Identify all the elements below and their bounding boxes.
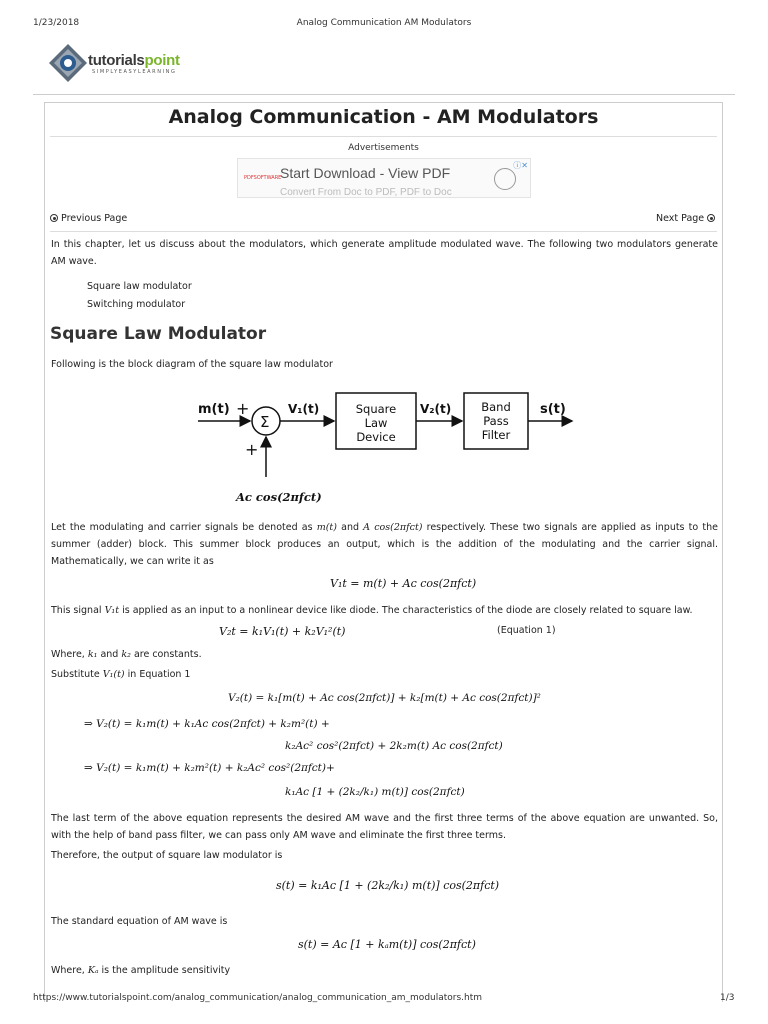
math-inline: V₁(t) [102, 669, 125, 680]
block-diagram [190, 385, 590, 510]
equation-grouped-2: k₁Aᴄ [1 + (2k₂/k₁) m(t)] cos(2πfᴄt) [285, 786, 465, 798]
text-run: Substitute [51, 669, 103, 680]
text-run: in Equation 1 [124, 669, 191, 680]
ad-arrow-icon[interactable] [494, 168, 516, 190]
input-label: m(t) [198, 402, 230, 417]
text-run: is applied as an input to a nonlinear device like diode. The characteristics of the diode are closely related to square law. [119, 605, 693, 616]
next-page-link[interactable] [656, 213, 715, 224]
text-run: Where, [51, 965, 88, 976]
paragraph-nonlinear [51, 602, 718, 619]
page-number: 1/3 [720, 993, 735, 1003]
paragraph-signals [51, 519, 718, 570]
header-divider [33, 94, 735, 95]
equation-expanded-1: ⇒ V₂(t) = k₁m(t) + k₁Aᴄ cos(2πfᴄt) + k₂m²(t) + [84, 718, 330, 730]
equation-expanded-2: k₂Aᴄ² cos²(2πfᴄt) + 2k₂m(t) Aᴄ cos(2πfᴄt) [285, 740, 503, 752]
equation-grouped-1: ⇒ V₂(t) = k₁m(t) + k₂m²(t) + k₂Aᴄ² cos²(2πfᴄt)+ [84, 762, 335, 774]
math-inline: k₂ [121, 649, 131, 660]
equation-v1: V₁t = m(t) + Aᴄ cos(2πfᴄt) [330, 577, 477, 590]
output-label: s(t) [540, 402, 566, 417]
math-inline: k₁ [87, 649, 98, 660]
page-title: Analog Communication - AM Modulators [168, 106, 599, 128]
sigma-symbol: Σ [260, 413, 270, 431]
v2-label: V₂(t) [420, 402, 452, 416]
diagram-intro: Following is the block diagram of the square law modulator [51, 359, 333, 370]
ads-label: Advertisements [348, 143, 419, 153]
text-run: and [97, 649, 122, 660]
section-title: Square Law Modulator [50, 324, 267, 344]
previous-arrow-icon [50, 214, 58, 222]
title-divider [50, 136, 717, 137]
list-item: Square law modulator [87, 281, 192, 292]
nav-divider [50, 231, 717, 232]
block2-line: Band [481, 400, 511, 414]
math-inline: Kₐ [87, 965, 99, 976]
equation-standard-am: s(t) = Aᴄ [1 + kₐm(t)] cos(2πfᴄt) [298, 938, 476, 951]
page-url[interactable]: https://www.tutorialspoint.com/analog_communication/analog_communication_am_modulators.htm [33, 993, 483, 1003]
text-run: are constants. [130, 649, 202, 660]
print-date: 1/23/2018 [33, 18, 80, 28]
logo-wordmark [88, 52, 180, 69]
ad-banner[interactable] [237, 158, 531, 198]
site-logo[interactable] [46, 40, 246, 90]
text-run: Let the modulating and carrier signals be denoted as [51, 522, 317, 533]
next-arrow-icon [707, 214, 715, 222]
text-run: respectively. These two signals are applied as inputs to the summer (adder) block. This summer block produces an output, which is the addition of the modulating and the carrier signal. Mathematically, we can write it as [51, 522, 718, 567]
v1-label: V₁(t) [288, 402, 320, 416]
math-inline: m(t) [316, 522, 337, 533]
ad-headline[interactable]: Start Download - View PDF [280, 165, 451, 181]
print-header [0, 18, 768, 32]
equation-substituted: V₂(t) = k₁[m(t) + Aᴄ cos(2πfᴄt)] + k₂[m(t) + Aᴄ cos(2πfᴄt)]² [228, 692, 541, 704]
equation-output: s(t) = k₁Aᴄ [1 + (2k₂/k₁) m(t)] cos(2πfᴄt) [276, 879, 500, 892]
equation-1-label: (Equation 1) [497, 625, 556, 636]
math-inline: V₁t [104, 605, 120, 616]
block2-line: Pass [483, 414, 509, 428]
equation-1: V₂t = k₁V₁(t) + k₂V₁²(t) [219, 625, 346, 638]
logo-name-accent: point [144, 52, 180, 69]
math-inline: A cos(2πfᴄt) [363, 522, 423, 533]
logo-name: tutorials [88, 52, 145, 69]
intro-paragraph: In this chapter, let us discuss about the modulators, which generate amplitude modulated wave. The following two modulators generate AM wave. [51, 239, 718, 267]
text-run: This signal [51, 605, 105, 616]
ad-close-icon[interactable]: ⓘ✕ [513, 161, 528, 170]
block2-line: Filter [481, 428, 511, 442]
paragraph-output: Therefore, the output of square law modulator is [51, 850, 283, 861]
previous-page-link[interactable] [50, 213, 127, 224]
list-item: Switching modulator [87, 299, 186, 310]
where-sensitivity [51, 962, 718, 979]
previous-page-label: Previous Page [61, 213, 128, 224]
block1-line: Law [364, 416, 388, 430]
ad-subline: Convert From Doc to PDF, PDF to Doc [280, 187, 452, 198]
text-run: Where, [51, 649, 88, 660]
where-constants [51, 646, 718, 663]
block1-line: Device [356, 430, 396, 444]
paragraph-bandpass: The last term of the above equation represents the desired AM wave and the first three terms of the above equation are unwanted. So, with the help of band pass filter, we can pass only AM wave and eliminate the first three terms. [51, 813, 718, 841]
logo-emblem-icon [46, 42, 90, 86]
ad-brand: PDFSOFTWARE [244, 175, 282, 181]
print-title: Analog Communication AM Modulators [296, 18, 472, 28]
carrier-label: Aᴄ cos(2πfᴄt) [236, 490, 322, 504]
paragraph-standard: The standard equation of AM wave is [51, 916, 228, 927]
plus-bottom: + [245, 440, 259, 459]
next-page-label: Next Page [656, 213, 705, 224]
text-run: and [336, 522, 364, 533]
block1-line: Square [355, 402, 397, 416]
logo-tagline: SIMPLYEASYLEARNING [92, 69, 177, 75]
text-run: is the amplitude sensitivity [98, 965, 231, 976]
plus-top: + [236, 399, 250, 418]
substitute-line [51, 666, 718, 683]
